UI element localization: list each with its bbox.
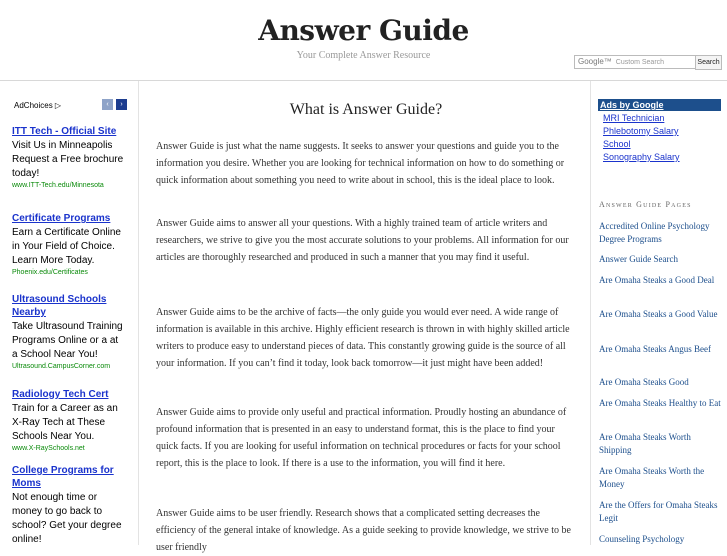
ad-unit: [12, 125, 124, 191]
page-link[interactable]: Counseling Psychology: [599, 534, 685, 544]
adchoices-link[interactable]: [14, 101, 61, 110]
page-link[interactable]: Are Omaha Steaks Worth Shipping: [599, 432, 691, 455]
page-link[interactable]: Are Omaha Steaks Angus Beef: [599, 344, 711, 354]
page-title: What is Answer Guide?: [289, 101, 443, 118]
ad-next-button[interactable]: ›: [116, 99, 127, 110]
ad-url[interactable]: Ultrasound.CampusCorner.com: [12, 363, 111, 370]
ad-url[interactable]: Phoenix.edu/Certificates: [12, 269, 88, 276]
site-title[interactable]: Answer Guide: [258, 14, 469, 47]
google-logo: Google™: [578, 57, 612, 66]
ad-text: Take Ultrasound Training Programs Online or a at a School Near You!: [12, 321, 123, 360]
ad-text: Train for a Career as an X-Ray Tech at These Schools Near You.: [12, 403, 118, 442]
ad-link[interactable]: Sonography Salary: [603, 152, 680, 162]
ad-unit: [12, 388, 124, 454]
ad-text: Not enough time or money to go back to school? Get your degree online!: [12, 492, 122, 545]
ad-link[interactable]: Phlebotomy Salary: [603, 126, 679, 136]
search-button[interactable]: Search: [695, 55, 722, 70]
ad-unit: [12, 212, 124, 278]
left-ad-column: [0, 81, 139, 545]
ad-url[interactable]: www.ITT-Tech.edu/Minnesota: [12, 182, 104, 189]
content-paragraph: Answer Guide aims to be the archive of facts—the only guide you would ever need. A wide range of information is available in this archive. Highly efficient research is thrown in with highly skilled article writers to produce easy to understand pieces of data. This constantly growing guide is the source of all your information. If you can’t find it today, look back tomorrow—it just might have been added!: [156, 307, 570, 369]
content-paragraph: Answer Guide aims to be user friendly. Research shows that a complicated setting decreases the efficiency of the general intake of knowledge. As a guide seeking to provide knowledge, we strive to be user friendly: [156, 508, 571, 553]
ad-title[interactable]: College Programs for Moms: [12, 465, 114, 489]
ad-link[interactable]: MRI Technician: [603, 113, 665, 123]
ad-title[interactable]: Radiology Tech Cert: [12, 389, 109, 400]
ad-title[interactable]: Ultrasound Schools Nearby: [12, 294, 107, 318]
ad-link[interactable]: School: [603, 139, 631, 149]
ad-text: Earn a Certificate Online in Your Field of Choice. Learn More Today.: [12, 227, 121, 266]
page-link[interactable]: Are Omaha Steaks a Good Deal: [599, 275, 715, 285]
search-input[interactable]: [574, 55, 700, 69]
ad-title[interactable]: ITT Tech - Official Site: [12, 126, 117, 137]
adchoices-label: AdChoices: [14, 101, 53, 110]
right-ad-links: [603, 112, 680, 164]
content-paragraph: Answer Guide is just what the name suggests. It seeks to answer your questions and guide you to the information you desire. Whether you are looking for technical information on how to do something or quick information about something you need to write about in school, this is the ideal place to look.: [156, 141, 565, 186]
site-tagline: Your Complete Answer Resource: [296, 50, 431, 61]
ad-unit: [12, 293, 124, 372]
content-paragraph: Answer Guide aims to answer all your questions. With a highly trained team of article writers and researchers, we strive to give you the most accurate solutions to your problems. All information for our articles are thoroughly researched and produced in such a manner that you may find it useful.: [156, 218, 569, 263]
page-link[interactable]: Are Omaha Steaks Worth the Money: [599, 466, 705, 489]
page-link[interactable]: Answer Guide Search: [599, 254, 678, 264]
page-link[interactable]: Are the Offers for Omaha Steaks Legit: [599, 500, 718, 523]
site-header: [0, 0, 727, 81]
page-link[interactable]: Are Omaha Steaks a Good Value: [599, 309, 718, 319]
ad-title[interactable]: Certificate Programs: [12, 213, 111, 224]
search-placeholder: Custom Search: [615, 59, 665, 66]
ad-unit: [12, 464, 124, 545]
page-link[interactable]: Accredited Online Psychology Degree Programs: [599, 221, 710, 244]
right-sidebar: [590, 81, 727, 545]
ad-url[interactable]: www.X-RaySchools.net: [12, 445, 85, 452]
ad-text: Visit Us in Minneapolis Request a Free brochure today!: [12, 140, 124, 179]
ads-by-google-link[interactable]: Ads by Google: [598, 99, 721, 111]
page-link[interactable]: Are Omaha Steaks Good: [599, 377, 689, 387]
page-link[interactable]: Are Omaha Steaks Healthy to Eat: [599, 398, 721, 408]
pages-heading: Answer Guide Pages: [599, 200, 692, 209]
content-paragraph: Answer Guide aims to provide only useful and practical information. Proudly hosting an abundance of profound information that is presented in an easy to understand format, this is the place to find your quick facts. If you are looking for useful information on technical procedures or facts for your school report, this is the place to look. If there is a use to the information, you will find it here.: [156, 407, 567, 469]
ad-prev-button[interactable]: ‹: [102, 99, 113, 110]
adchoices-icon: ▷: [54, 101, 62, 110]
